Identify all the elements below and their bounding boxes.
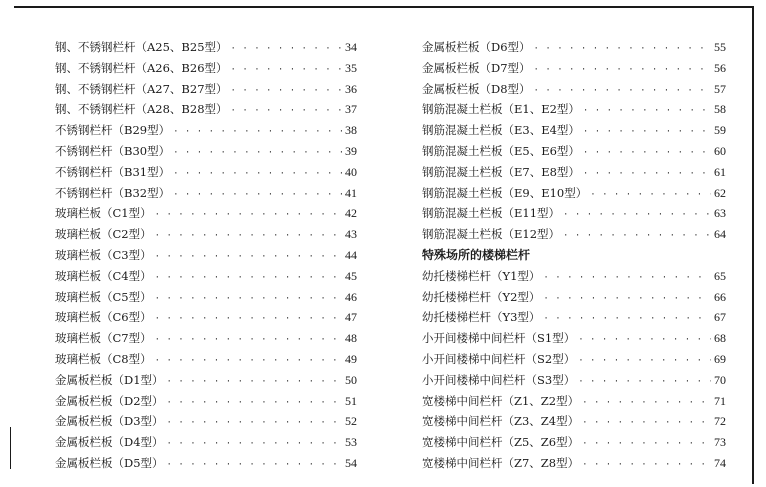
toc-page-number: 64 — [714, 227, 726, 242]
toc-dot-leader — [578, 330, 711, 351]
toc-page-number: 37 — [345, 102, 357, 117]
toc-dot-leader — [167, 455, 342, 476]
toc-dot-leader — [167, 372, 342, 393]
toc-dot-leader — [155, 351, 342, 372]
toc-entry-title: 钢筋混凝土栏板（E3、E4型） — [422, 123, 580, 138]
toc-dot-leader — [231, 101, 342, 122]
toc-dot-leader — [583, 101, 711, 122]
toc-dot-leader — [155, 205, 342, 226]
toc-page-number: 59 — [714, 123, 726, 138]
toc-entry-title: 小开间楼梯中间栏杆（S3型） — [422, 372, 576, 387]
toc-entry-title: 不锈钢栏杆（B29型） — [55, 123, 171, 138]
toc-entry — [55, 79, 357, 100]
toc-entry — [422, 328, 726, 349]
toc-dot-leader — [543, 289, 711, 310]
toc-entry-title: 玻璃栏板（C2型） — [55, 227, 152, 242]
toc-dot-leader — [231, 81, 342, 102]
toc-dot-leader — [155, 309, 342, 330]
toc-entry — [55, 453, 357, 474]
toc-dot-leader — [582, 413, 711, 434]
toc-page-number: 43 — [345, 227, 357, 242]
toc-page-number: 71 — [714, 393, 726, 408]
toc-entry-title: 不锈钢栏杆（B30型） — [55, 143, 171, 158]
toc-entry-title: 金属板栏板（D7型） — [422, 60, 531, 75]
toc-dot-leader — [583, 164, 711, 185]
toc-dot-leader — [582, 393, 711, 414]
toc-entry-title: 宽楼梯中间栏杆（Z5、Z6型） — [422, 435, 580, 450]
toc-entry-title: 不锈钢栏杆（B31型） — [55, 164, 171, 179]
toc-entry — [422, 370, 726, 391]
toc-page-number: 69 — [714, 351, 726, 366]
toc-page-number: 73 — [714, 435, 726, 450]
toc-page-number: 51 — [345, 393, 357, 408]
toc-dot-leader — [583, 122, 711, 143]
toc-entry-title: 金属板栏板（D1型） — [55, 372, 164, 387]
toc-dot-leader — [582, 455, 711, 476]
toc-entry-title: 宽楼梯中间栏杆（Z3、Z4型） — [422, 414, 580, 429]
toc-entry-title: 钢、不锈钢栏杆（A27、B27型） — [55, 81, 228, 96]
toc-entry-title: 钢、不锈钢栏杆（A26、B26型） — [55, 60, 228, 75]
toc-entry — [55, 307, 357, 328]
toc-entry — [422, 99, 726, 120]
toc-page-number: 36 — [345, 81, 357, 96]
toc-entry-title: 金属板栏板（D8型） — [422, 81, 531, 96]
toc-page-number: 34 — [345, 40, 357, 54]
toc-dot-leader — [155, 226, 342, 247]
toc-entry — [55, 224, 357, 245]
toc-entry-title: 玻璃栏板（C1型） — [55, 206, 152, 221]
toc-entry — [55, 349, 357, 370]
toc-page-number: 55 — [714, 40, 726, 54]
toc-entry — [422, 453, 726, 474]
toc-page-number: 44 — [345, 247, 357, 262]
toc-page-number: 53 — [345, 435, 357, 450]
toc-page-number: 41 — [345, 185, 357, 200]
toc-entry — [422, 162, 726, 183]
toc-section-heading: 特殊场所的楼梯栏杆 — [422, 247, 531, 262]
toc-dot-leader — [231, 39, 342, 60]
toc-entry-title: 钢筋混凝土栏板（E12型） — [422, 227, 561, 242]
toc-page-number: 67 — [714, 310, 726, 325]
toc-dot-leader — [578, 372, 711, 393]
toc-entry — [55, 37, 357, 58]
toc-dot-leader — [534, 60, 711, 81]
toc-page-number: 40 — [345, 164, 357, 179]
toc-dot-leader — [231, 60, 342, 81]
toc-entry — [55, 370, 357, 391]
toc-dot-leader — [590, 185, 711, 206]
toc-page-number: 74 — [714, 455, 726, 470]
toc-entry-title: 钢筋混凝土栏板（E11型） — [422, 206, 561, 221]
toc-entry — [422, 141, 726, 162]
toc-entry — [55, 203, 357, 224]
toc-dot-leader — [543, 268, 711, 289]
toc-entry — [55, 162, 357, 183]
toc-entry-title: 金属板栏板（D2型） — [55, 393, 164, 408]
toc-dot-leader — [173, 185, 342, 206]
toc-entry — [422, 432, 726, 453]
toc-entry — [55, 411, 357, 432]
toc-entry-title: 幼托楼梯栏杆（Y1型） — [422, 268, 541, 283]
toc-dot-leader — [543, 309, 711, 330]
toc-page-number: 72 — [714, 414, 726, 429]
toc-dot-leader — [582, 434, 711, 455]
toc-page-number: 54 — [345, 455, 357, 470]
toc-entry-title: 幼托楼梯栏杆（Y3型） — [422, 310, 541, 325]
toc-dot-leader — [534, 39, 711, 60]
toc-dot-leader — [173, 122, 342, 143]
toc-entry-title: 金属板栏板（D3型） — [55, 414, 164, 429]
toc-page-number: 63 — [714, 206, 726, 221]
toc-dot-leader — [167, 434, 342, 455]
toc-page-number: 57 — [714, 81, 726, 96]
toc-entry — [55, 120, 357, 141]
toc-entry-title: 玻璃栏板（C4型） — [55, 268, 152, 283]
toc-entry — [422, 307, 726, 328]
toc-dot-leader — [167, 413, 342, 434]
toc-page-number: 60 — [714, 143, 726, 158]
toc-entry — [55, 432, 357, 453]
toc-entry-title: 金属板栏板（D4型） — [55, 435, 164, 450]
toc-dot-leader — [583, 143, 711, 164]
toc-entry-title: 钢、不锈钢栏杆（A25、B25型） — [55, 40, 228, 54]
toc-dot-leader — [155, 247, 342, 268]
toc-dot-leader — [563, 205, 711, 226]
toc-dot-leader — [578, 351, 711, 372]
toc-page-number: 65 — [714, 268, 726, 283]
toc-entry-title: 钢筋混凝土栏板（E5、E6型） — [422, 143, 580, 158]
toc-entry-title: 玻璃栏板（C8型） — [55, 351, 152, 366]
toc-page-number: 48 — [345, 331, 357, 346]
toc-entry-title: 玻璃栏板（C7型） — [55, 331, 152, 346]
toc-entry — [422, 203, 726, 224]
toc-dot-leader — [173, 164, 342, 185]
toc-dot-leader — [155, 330, 342, 351]
toc-entry — [422, 411, 726, 432]
toc-entry-title: 金属板栏板（D6型） — [422, 40, 531, 54]
toc-dot-leader — [155, 289, 342, 310]
toc-page-number: 58 — [714, 102, 726, 117]
toc-right-column — [422, 37, 726, 474]
toc-page-number: 42 — [345, 206, 357, 221]
toc-page-number: 52 — [345, 414, 357, 429]
toc-entry — [55, 287, 357, 308]
toc-page-number: 70 — [714, 372, 726, 387]
toc-entry — [55, 266, 357, 287]
toc-entry-title: 宽楼梯中间栏杆（Z7、Z8型） — [422, 455, 580, 470]
toc-entry — [55, 245, 357, 266]
toc-page-number: 38 — [345, 123, 357, 138]
toc-entry-title: 钢筋混凝土栏板（E1、E2型） — [422, 102, 580, 117]
toc-entry — [422, 58, 726, 79]
toc-entry-title: 钢筋混凝土栏板（E9、E10型） — [422, 185, 588, 200]
toc-page-number: 66 — [714, 289, 726, 304]
toc-entry-title: 宽楼梯中间栏杆（Z1、Z2型） — [422, 393, 580, 408]
toc-entry-title: 玻璃栏板（C5型） — [55, 289, 152, 304]
toc-page-number: 39 — [345, 143, 357, 158]
toc-entry-title: 钢、不锈钢栏杆（A28、B28型） — [55, 102, 228, 117]
toc-entry — [422, 79, 726, 100]
toc-entry-title: 不锈钢栏杆（B32型） — [55, 185, 171, 200]
toc-entry-title: 幼托楼梯栏杆（Y2型） — [422, 289, 541, 304]
toc-entry — [55, 58, 357, 79]
toc-entry — [422, 349, 726, 370]
toc-page-number: 47 — [345, 310, 357, 325]
toc-left-column — [55, 37, 357, 474]
toc-entry-title: 金属板栏板（D5型） — [55, 455, 164, 470]
margin-crop-mark — [10, 427, 11, 469]
toc-dot-leader — [155, 268, 342, 289]
toc-entry — [422, 391, 726, 412]
toc-page-number: 56 — [714, 60, 726, 75]
toc-entry-title: 小开间楼梯中间栏杆（S1型） — [422, 331, 576, 346]
toc-entry-title: 玻璃栏板（C6型） — [55, 310, 152, 325]
toc-page-number: 62 — [714, 185, 726, 200]
toc-entry — [55, 391, 357, 412]
toc-page-number: 45 — [345, 268, 357, 283]
toc-dot-leader — [167, 393, 342, 414]
toc-entry — [422, 183, 726, 204]
toc-page-number: 50 — [345, 372, 357, 387]
page-frame-right-rule — [752, 6, 754, 484]
toc-dot-leader — [173, 143, 342, 164]
toc-entry — [55, 328, 357, 349]
toc-entry — [422, 287, 726, 308]
toc-entry — [422, 224, 726, 245]
toc-entry — [422, 37, 726, 58]
toc-entry — [55, 141, 357, 162]
toc-entry — [422, 120, 726, 141]
toc-entry — [55, 99, 357, 120]
toc-dot-leader — [534, 81, 711, 102]
toc-page-number: 35 — [345, 60, 357, 75]
toc-dot-leader — [563, 226, 711, 247]
page-frame-top-rule — [14, 6, 754, 8]
toc-entry-title: 钢筋混凝土栏板（E7、E8型） — [422, 164, 580, 179]
toc-entry — [55, 183, 357, 204]
toc-page-number: 68 — [714, 331, 726, 346]
toc-page-number: 49 — [345, 351, 357, 366]
toc-entry-title: 玻璃栏板（C3型） — [55, 247, 152, 262]
toc-page-number: 46 — [345, 289, 357, 304]
toc-entry-title: 小开间楼梯中间栏杆（S2型） — [422, 351, 576, 366]
toc-page-number: 61 — [714, 164, 726, 179]
toc-entry — [422, 266, 726, 287]
